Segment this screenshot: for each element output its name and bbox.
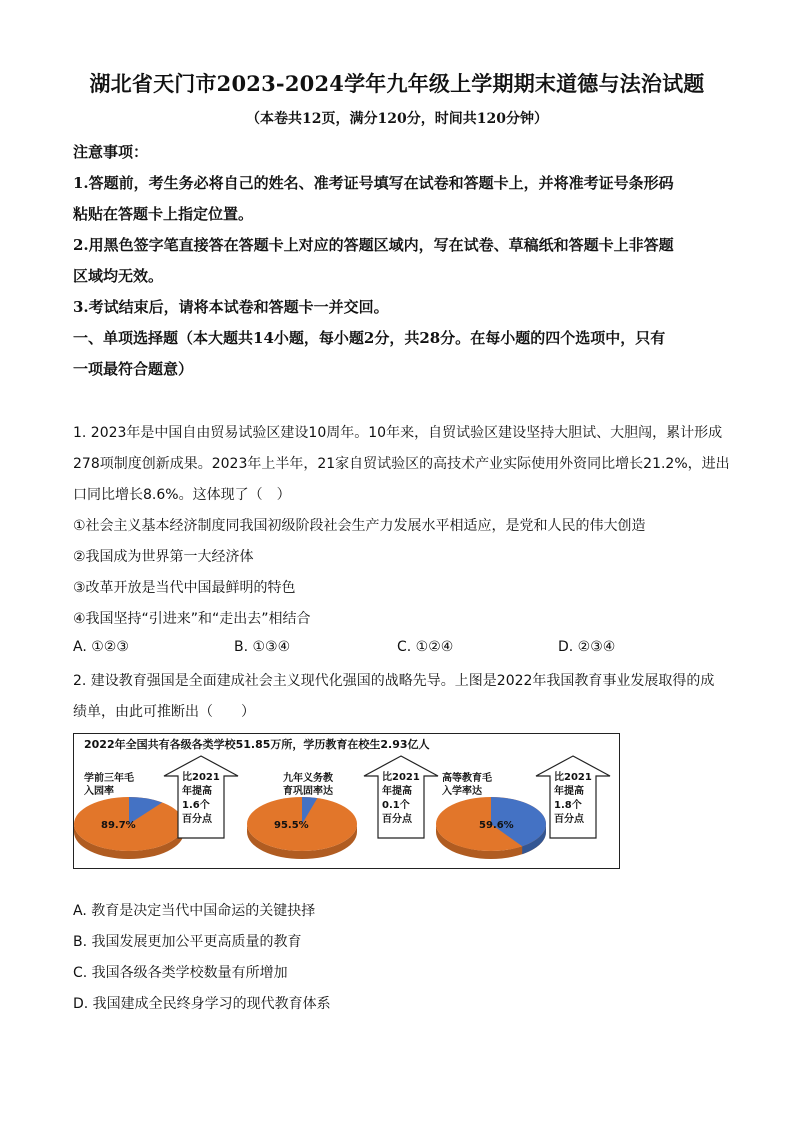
pie-category-label: 育巩固率达 [283, 786, 333, 797]
arrow-label: 1.6个 [182, 800, 210, 811]
question-2-stem: 绩单，由此可推断出（ ） [73, 704, 255, 720]
question-2-option-b[interactable]: B. 我国发展更加公平更高质量的教育 [73, 934, 302, 950]
arrow-label: 0.1个 [382, 800, 410, 811]
question-1-statement: ③改革开放是当代中国最鲜明的特色 [73, 580, 296, 596]
section-heading-cont: 一项最符合题意） [73, 360, 194, 378]
notice-line: 粘贴在答题卡上指定位置。 [73, 205, 254, 223]
question-1-statement: ①社会主义基本经济制度同我国初级阶段社会生产力发展水平相适应，是党和人民的伟大创造 [73, 518, 646, 534]
question-1-option-c[interactable]: C. ①②④ [397, 639, 454, 655]
up-arrow [536, 756, 610, 838]
notice-line: 区域均无效。 [73, 267, 164, 285]
notice-heading: 注意事项： [73, 143, 149, 161]
arrow-label: 年提高 [554, 786, 584, 797]
question-1-option-a[interactable]: A. ①②③ [73, 639, 129, 655]
arrow-label: 年提高 [182, 786, 212, 797]
pie-category-label: 入学率达 [442, 786, 482, 797]
pie-category-label: 学前三年毛 [84, 773, 134, 784]
page-subtitle: （本卷共12页，满分120分，时间共120分钟） [246, 111, 548, 127]
pie-category-label: 入园率 [84, 786, 114, 797]
notice-line: 3.考试结束后，请将本试卷和答题卡一并交回。 [73, 298, 389, 316]
arrow-label: 年提高 [382, 786, 412, 797]
chart-title: 2022年全国共有各级各类学校51.85万所，学历教育在校生2.93亿人 [84, 738, 430, 751]
question-1-option-b[interactable]: B. ①③④ [234, 639, 291, 655]
pie-value-label: 89.7% [101, 820, 136, 831]
education-chart [73, 733, 620, 869]
arrow-label: 比2021 [382, 772, 420, 783]
arrow-label: 百分点 [554, 814, 584, 825]
question-1-stem: 口同比增长8.6%。这体现了（ ） [73, 487, 291, 503]
arrow-label: 1.8个 [554, 800, 582, 811]
question-2-option-c[interactable]: C. 我国各级各类学校数量有所增加 [73, 965, 288, 981]
up-arrow [364, 756, 438, 838]
pie-value-label: 95.5% [274, 820, 309, 831]
question-1-stem: 1. 2023年是中国自由贸易试验区建设10周年。10年来，自贸试验区建设坚持大胆试、大胆闯，累计形成 [73, 425, 723, 441]
question-2-option-d[interactable]: D. 我国建成全民终身学习的现代教育体系 [73, 996, 331, 1012]
arrow-label: 百分点 [182, 814, 212, 825]
pie-category-label: 高等教育毛 [442, 773, 492, 784]
education-chart-svg [74, 734, 619, 868]
question-1-option-d[interactable]: D. ②③④ [558, 639, 616, 655]
pie-value-label: 59.6% [479, 820, 514, 831]
notice-line: 2.用黑色签字笔直接答在答题卡上对应的答题区域内，写在试卷、草稿纸和答题卡上非答题 [73, 236, 674, 254]
pie-category-label: 九年义务教 [283, 773, 333, 784]
page-title: 湖北省天门市2023-2024学年九年级上学期期末道德与法治试题 [89, 71, 705, 96]
question-1-statement: ④我国坚持“引进来”和“走出去”相结合 [73, 611, 311, 627]
notice-line: 1.答题前，考生务必将自己的姓名、准考证号填写在试卷和答题卡上，并将准考证号条形码 [73, 174, 674, 192]
question-1-stem: 278项制度创新成果。2023年上半年，21家自贸试验区的高技术产业实际使用外资同比增长21.2%，进出 [73, 456, 730, 472]
arrow-label: 比2021 [182, 772, 220, 783]
question-1-statement: ②我国成为世界第一大经济体 [73, 549, 254, 565]
question-2-stem: 2. 建设教育强国是全面建成社会主义现代化强国的战略先导。上图是2022年我国教育事业发展取得的成 [73, 673, 715, 689]
question-2-option-a[interactable]: A. 教育是决定当代中国命运的关键抉择 [73, 903, 316, 919]
arrow-label: 百分点 [382, 814, 412, 825]
section-heading: 一、单项选择题（本大题共14小题，每小题2分，共28分。在每小题的四个选项中，只有 [73, 329, 666, 347]
arrow-label: 比2021 [554, 772, 592, 783]
